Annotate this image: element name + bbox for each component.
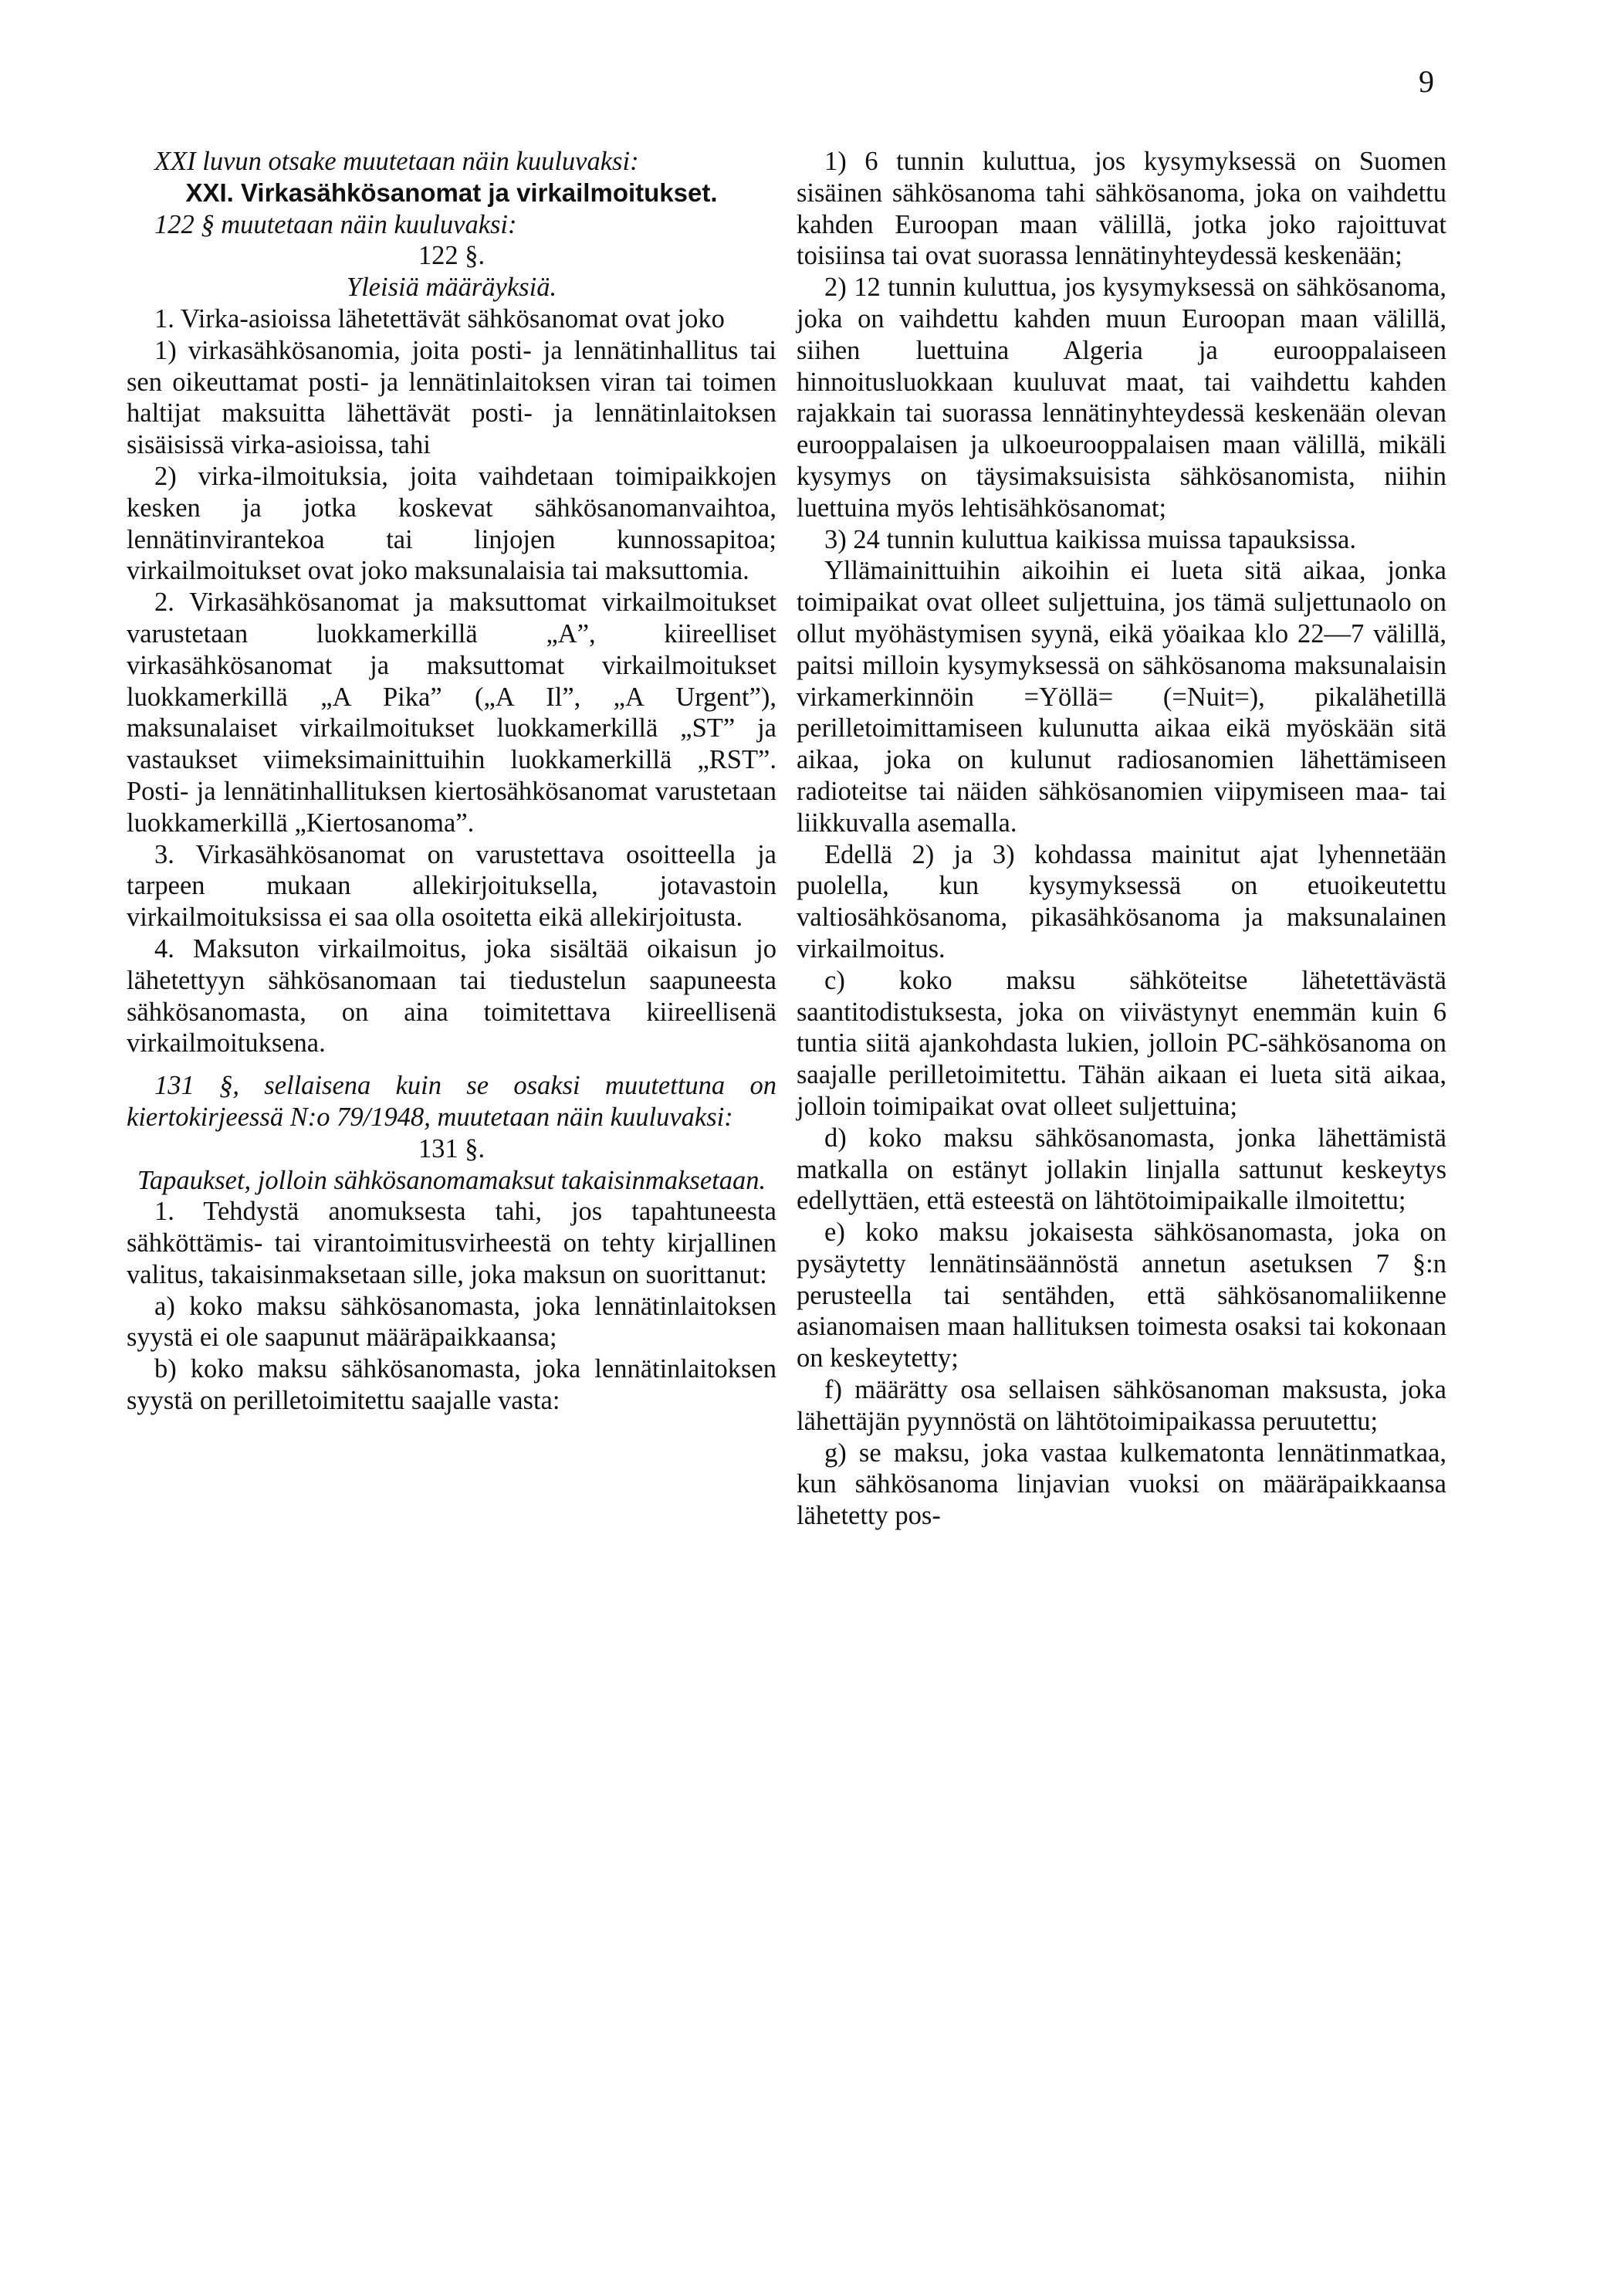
- paragraph: 2) 12 tunnin kuluttua, jos kysymyksessä on sähkösanoma, joka on vaihdettu kahden muun Euroopan maan välillä, siihen luettuina Algeria ja eurooppalaiseen hinnoitusluokkaan kuuluvat maat, tai vaihdettu kahden rajakkain tai suorassa lennätinyhteydessä keskenään olevan eurooppalaisen ja ulkoeurooppalaisen maan välillä, mikäli kysymys on täysimaksuisista sähkösanomista, niihin luettuina myös lehtisähkösanomat;: [797, 273, 1446, 523]
- paragraph: 4. Maksuton virkailmoitus, joka sisältää oikaisun jo lähetettyyn sähkösanomaan tai tiedustelun saapuneesta sähkösanomasta, on aina toimitettava kiireellisenä virkailmoituksena.: [127, 933, 776, 1058]
- paragraph: 1. Virka-asioissa lähetettävät sähkösanomat ovat joko: [154, 303, 725, 334]
- paragraph: g) se maksu, joka vastaa kulkematonta lennätinmatkaa, kun sähkösanoma linjavian vuoksi on määräpaikkaansa lähetetty pos-: [797, 1438, 1446, 1531]
- italic-note: XXI luvun otsake muutetaan näin kuuluvaksi:: [154, 147, 639, 176]
- paragraph: e) koko maksu jokaisesta sähkösanomasta, joka on pysäytetty lennätinsäännöstä annetun asetuksen 7 §:n perusteella tai sentähden, että sähkösanomaliikenne asianomaisen maan hallituksen toimesta osaksi tai kokonaan on keskeytetty;: [797, 1218, 1446, 1373]
- right-column: [797, 146, 1446, 1532]
- paragraph: 2) virka-ilmoituksia, joita vaihdetaan toimipaikkojen kesken ja jotka koskevat sähkösanomanvaihtoa, lennätinvirantekoa tai linjojen kunnossapitoa; virkailmoitukset ovat joko maksunalaisia tai maksuttomia.: [127, 461, 776, 586]
- paragraph: c) koko maksu sähköteitse lähetettävästä saantitodistuksesta, joka on viivästynyt enemmän kuin 6 tuntia siitä ajankohdasta lukien, jolloin PC-sähkösanoma on saajalle perilletoimitettu. Tähän aikaan ei lueta sitä aikaa, jolloin toimipaikat ovat olleet suljettuina;: [797, 965, 1446, 1121]
- italic-note: Yleisiä määräyksiä.: [346, 273, 557, 303]
- paragraph: 1. Tehdystä anomuksesta tahi, jos tapahtuneesta sähköttämis- tai virantoimitusvirheestä on tehty kirjallinen valitus, takaisinmaksetaan sille, joka maksun on suorittanut:: [127, 1197, 776, 1289]
- italic-note: 122 § muutetaan näin kuuluvaksi:: [154, 209, 517, 239]
- paragraph: b) koko maksu sähkösanomasta, joka lennätinlaitoksen syystä on perilletoimitettu saajalle vasta:: [127, 1354, 776, 1416]
- paragraph: Yllämainittuihin aikoihin ei lueta sitä aikaa, jonka toimipaikat ovat olleet suljettuina, jos tämä suljettunaolo on ollut myöhästymisen syynä, eikä yöaikaa klo 22—7 välillä, paitsi milloin kysymyksessä on sähkösanoma maksunalaisin virkamerkinnöin =Yöllä= (=Nuit=), pikalähetillä perilletoimittamiseen kulunutta aikaa eikä myöskään sitä aikaa, joka on kulunut radiosanomien lähettämiseen radioteitse tai näiden sähkösanomien viipymiseen maa- tai liikkuvalla asemalla.: [797, 556, 1446, 838]
- section-number: 122 §.: [418, 241, 486, 271]
- paragraph: a) koko maksu sähkösanomasta, joka lennätinlaitoksen syystä ei ole saapunut määräpaikkaansa;: [127, 1291, 776, 1353]
- page-number: 9: [1419, 64, 1434, 99]
- paragraph: 2. Virkasähkösanomat ja maksuttomat virkailmoitukset varustetaan luokkamerkillä „A”, kiireelliset virkasähkösanomat ja maksuttomat virkailmoitukset luokkamerkillä „A Pika” („A Il”, „A Urgent”), maksunalaiset virkailmoitukset luokkamerkillä „ST” ja vastaukset viimeksimainittuihin luokkamerkillä „RST”. Posti- ja lennätinhallituksen kiertosähkösanomat varustetaan luokkamerkillä „Kiertosanoma”.: [127, 588, 776, 838]
- paragraph: 1) 6 tunnin kuluttua, jos kysymyksessä on Suomen sisäinen sähkösanoma tahi sähkösanoma, joka on vaihdettu kahden Euroopan maan välillä, jotka joko rajoittuvat toisiinsa tai ovat suorassa lennätinyhteydessä keskenään;: [797, 147, 1446, 271]
- paragraph: Edellä 2) ja 3) kohdassa mainitut ajat lyhennetään puolella, kun kysymyksessä on etuoikeutettu valtiosähkösanoma, pikasähkösanoma ja maksunalainen virkailmoitus.: [797, 839, 1446, 964]
- italic-note: 131 §, sellaisena kuin se osaksi muutettuna on kiertokirjeessä N:o 79/1948, muutetaan näin kuuluvaksi:: [127, 1071, 776, 1132]
- paragraph: 3. Virkasähkösanomat on varustettava osoitteella ja tarpeen mukaan allekirjoituksella, jotavastoin virkailmoituksissa ei saa olla osoitetta eikä allekirjoitusta.: [127, 839, 776, 933]
- paragraph: d) koko maksu sähkösanomasta, jonka lähettämistä matkalla on estänyt jollakin linjalla sattunut keskeytys edellyttäen, että esteestä on lähtötoimipaikalle ilmoitettu;: [797, 1123, 1446, 1216]
- paragraph: 3) 24 tunnin kuluttua kaikissa muissa tapauksissa.: [824, 524, 1356, 554]
- paragraph: f) määrätty osa sellaisen sähkösanoman maksusta, joka lähettäjän pyynnöstä on lähtötoimipaikassa peruutettu;: [797, 1375, 1446, 1436]
- section-heading: XXI. Virkasähkösanomat ja virkailmoitukset.: [185, 178, 718, 207]
- italic-note: Tapaukset, jolloin sähkösanomamaksut takaisinmaksetaan.: [137, 1165, 766, 1195]
- section-number: 131 §.: [418, 1133, 486, 1163]
- left-column: [127, 146, 776, 1417]
- paragraph: 1) virkasähkösanomia, joita posti- ja lennätinhallitus tai sen oikeuttamat posti- ja lennätinlaitoksen viran tai toimen haltijat maksuitta lähettävät posti- ja lennätinlaitoksen sisäisissä virka-asioissa, tahi: [127, 335, 776, 460]
